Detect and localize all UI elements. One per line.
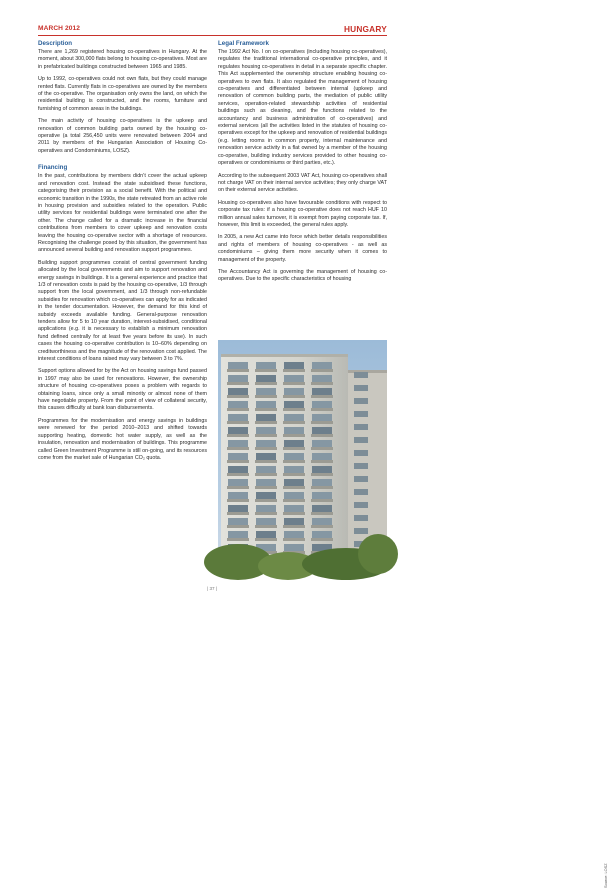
- balcony: [227, 538, 249, 541]
- header-rule: [38, 35, 387, 36]
- balcony: [255, 460, 277, 463]
- window: [228, 401, 248, 408]
- legal-paragraph-3: Housing co-operatives also have favourable conditions with respect to corporate tax rules: if a housing co-operative does not reach HUF 10 million annual sales turnover, it is exempt from paying corporate tax. If, however, this limit is exceeded, the general rules apply.: [218, 199, 387, 228]
- side-window: [354, 437, 368, 443]
- window: [312, 531, 332, 538]
- window: [284, 414, 304, 421]
- issue-date: MARCH 2012: [38, 25, 81, 32]
- side-window: [354, 372, 368, 378]
- balcony: [283, 382, 305, 385]
- legal-paragraph-1: The 1992 Act No. I on co-operatives (including housing co-operatives), regulates the traditional international co-operative principles, and it regulates housing co-operatives in detail in a separate specific chapter. This Act supplemented the ownership structure enabling housing co-operatives to own flats. It also regulated the management of housing co-operatives and differentiated between internal (upkeep and renovation of common building parts, the mediation of public utility services, operation-related stewardship activities of residential buildings such as cleaning, and the functions related to the accountancy and business administration of co-operatives) and external services (all the activities listed in the statutes of housing co-operatives except for the upkeep and renovation of residential buildings (e.g. letting rooms in common property, internal maintenance and renovation service activity in a flat owned by a member of the housing co-operative, building industry services provided to other housing co-operatives or condominiums or third parties, etc.).: [218, 49, 387, 167]
- balcony: [283, 408, 305, 411]
- balcony: [311, 382, 333, 385]
- balcony: [283, 512, 305, 515]
- window: [228, 427, 248, 434]
- financing-paragraph-3: Support options allowed for by the Act on housing savings fund passed in 1997 may also be used for renovations. However, the ownership structure of housing co-operatives poses a problem with regards to obtaining loans, since only a small minority or almost none of them have negotiable property. From the point of view of collateral security, this causes difficulty at bank loan disbursements.: [38, 368, 207, 412]
- balcony: [255, 421, 277, 424]
- balcony: [311, 538, 333, 541]
- balcony: [227, 408, 249, 411]
- window: [284, 440, 304, 447]
- window: [256, 401, 276, 408]
- window: [312, 375, 332, 382]
- balcony: [255, 512, 277, 515]
- balcony: [283, 538, 305, 541]
- window: [228, 440, 248, 447]
- side-window: [354, 502, 368, 508]
- window: [284, 362, 304, 369]
- side-window: [354, 489, 368, 495]
- legal-framework-heading: Legal Framework: [218, 40, 269, 47]
- window: [256, 479, 276, 486]
- balcony: [255, 473, 277, 476]
- photo-credit: Source: LOSZ: [603, 863, 608, 888]
- window: [228, 518, 248, 525]
- description-paragraph-2: Up to 1992, co-operatives could not own flats, but they could manage rented flats. Currently flats in co-operatives are owned by the members of the co-operative. The organisation only owns the land, on which the residential building is constructed, and the rooms, furniture and furnishing of common areas in the buildings.: [38, 76, 207, 112]
- window: [228, 479, 248, 486]
- side-window: [354, 528, 368, 534]
- side-window: [354, 463, 368, 469]
- balcony: [255, 525, 277, 528]
- financing-paragraph-1: In the past, contributions by members didn’t cover the actual upkeep and renovation cost. Instead the state subsidised these functions, categorising their provision as a social benefit. With the political and economic transition in the 1990s, the state retreated from an active role in housing provision and subsidies related to the operation. Public utility services for residential buildings were terminated one after the other. The change called for a dramatic increase in the financial contributions from members to cover upkeep and renovation costs leaving the housing co-operative sector with a shortage of resources. Recognising the challenge posed by this situation, the government has announced several building and renovation support programmes.: [38, 173, 207, 254]
- balcony: [311, 512, 333, 515]
- window: [284, 531, 304, 538]
- window: [312, 401, 332, 408]
- description-paragraph-1: There are 1,269 registered housing co-operatives in Hungary. At the moment, about 300,000 flats belong to housing co-operatives. Most are in prefabricated buildings constructed between 1965 and 1985.: [38, 49, 207, 70]
- balcony: [255, 486, 277, 489]
- window: [228, 362, 248, 369]
- description-paragraph-3: The main activity of housing co-operatives is the upkeep and renovation of common building parts owned by the housing co-operative (a total 256,450 units were renovated between 2004 and 2011 by members of the Hungarian Association of Housing Co-operatives and Condominiums, LOSZ).: [38, 118, 207, 154]
- balcony: [227, 395, 249, 398]
- window: [256, 466, 276, 473]
- side-window: [354, 450, 368, 456]
- side-window: [354, 476, 368, 482]
- window: [312, 414, 332, 421]
- window: [228, 492, 248, 499]
- window: [256, 427, 276, 434]
- window: [256, 414, 276, 421]
- window: [312, 388, 332, 395]
- window: [312, 362, 332, 369]
- balcony: [255, 434, 277, 437]
- balcony: [311, 434, 333, 437]
- page-number: | 37 |: [206, 586, 218, 591]
- balcony: [227, 499, 249, 502]
- balcony: [311, 369, 333, 372]
- window: [312, 453, 332, 460]
- balcony: [311, 486, 333, 489]
- balcony: [283, 486, 305, 489]
- window: [312, 505, 332, 512]
- balcony: [227, 460, 249, 463]
- balcony: [255, 408, 277, 411]
- balcony: [311, 447, 333, 450]
- window: [228, 414, 248, 421]
- description-heading: Description: [38, 40, 73, 47]
- window: [284, 466, 304, 473]
- balcony: [255, 499, 277, 502]
- balcony: [311, 460, 333, 463]
- window: [256, 492, 276, 499]
- balcony: [283, 369, 305, 372]
- financing-paragraph-2: Building support programmes consist of central government funding allocated by the local governments and aim to support renovation and energy savings in buildings. It is a general experience and practice that 1/3 of renovation costs is paid by the housing co-operative, 1/3 through support from the local government, and 1/3 through non-refundable subsidies for renovation which co-operatives can apply for as indicated in the tender documentation. However, the demand for this kind of subsidy exceeds available funding. General-purpose renovation tenders allow for 5 to 10 year duration, interest-subsidised, conditional applications (e.g. it is necessary to establish a minimum renovation fund defined centrally for at least five years before its use). In such cases the housing co-operative contribution is 10–60% depending on creditworthiness and the magnitude of the renovation cost applied. The interest conditions of loans raised may vary between 3 to 7%.: [38, 259, 207, 363]
- balcony: [283, 434, 305, 437]
- side-window: [354, 385, 368, 391]
- balcony: [255, 447, 277, 450]
- balcony: [283, 447, 305, 450]
- balcony: [311, 408, 333, 411]
- balcony: [311, 421, 333, 424]
- window: [256, 440, 276, 447]
- balcony: [311, 473, 333, 476]
- window: [284, 544, 304, 551]
- balcony: [227, 369, 249, 372]
- balcony: [227, 382, 249, 385]
- side-window: [354, 411, 368, 417]
- balcony: [283, 525, 305, 528]
- window: [256, 362, 276, 369]
- balcony: [311, 499, 333, 502]
- window: [284, 427, 304, 434]
- window: [284, 518, 304, 525]
- legal-paragraph-5: The Accountancy Act is governing the management of housing co-operatives. Due to the specific characteristics of housing: [218, 268, 387, 283]
- balcony: [283, 499, 305, 502]
- building-illustration: [218, 340, 387, 570]
- window: [284, 505, 304, 512]
- window: [228, 466, 248, 473]
- left-column: [38, 40, 207, 467]
- window: [228, 453, 248, 460]
- side-window: [354, 398, 368, 404]
- apartment-building-photo: [218, 340, 608, 888]
- side-window: [354, 515, 368, 521]
- window: [284, 453, 304, 460]
- window: [256, 453, 276, 460]
- balcony: [255, 382, 277, 385]
- balcony: [227, 473, 249, 476]
- window: [256, 518, 276, 525]
- window: [228, 531, 248, 538]
- window: [228, 388, 248, 395]
- window: [312, 440, 332, 447]
- balcony: [311, 395, 333, 398]
- balcony: [255, 538, 277, 541]
- balcony: [311, 525, 333, 528]
- balcony: [255, 395, 277, 398]
- legal-paragraph-4: In 2005, a new Act came into force which better details responsibilities and rights of members of housing co-operatives - as well as condominiums – giving them more security when it comes to management of the property.: [218, 234, 387, 263]
- balcony: [283, 473, 305, 476]
- balcony: [227, 525, 249, 528]
- window: [256, 375, 276, 382]
- balcony: [283, 421, 305, 424]
- balcony: [227, 447, 249, 450]
- window: [312, 492, 332, 499]
- window: [312, 466, 332, 473]
- balcony: [227, 434, 249, 437]
- financing-paragraph-4: Programmes for the modernisation and energy savings in buildings were renewed for the period 2010–2013 and shifted towards supporting heating, domestic hot water supply, as well as the insulation, renovation and modernisation of buildings. This programme called Green Investment Programme is still on-going, and its resources come from the market sale of Hungarian CO₂ quota.: [38, 417, 207, 461]
- window: [284, 401, 304, 408]
- legal-paragraph-2: According to the subsequent 2003 VAT Act, housing co-operatives shall not charge VAT on their internal service activities; they only charge VAT on their external service activities.: [218, 172, 387, 194]
- balcony: [227, 512, 249, 515]
- window: [284, 375, 304, 382]
- window: [284, 388, 304, 395]
- balcony: [283, 460, 305, 463]
- window: [312, 479, 332, 486]
- balcony: [255, 369, 277, 372]
- right-column: [218, 40, 387, 289]
- window: [256, 531, 276, 538]
- balcony: [283, 395, 305, 398]
- window: [312, 427, 332, 434]
- country-title: HUNGARY: [343, 24, 387, 34]
- window: [256, 505, 276, 512]
- financing-heading: Financing: [38, 164, 68, 172]
- side-window: [354, 424, 368, 430]
- balcony: [227, 486, 249, 489]
- window: [284, 479, 304, 486]
- window: [228, 505, 248, 512]
- window: [228, 375, 248, 382]
- window: [312, 518, 332, 525]
- window: [256, 388, 276, 395]
- window: [284, 492, 304, 499]
- balcony: [227, 421, 249, 424]
